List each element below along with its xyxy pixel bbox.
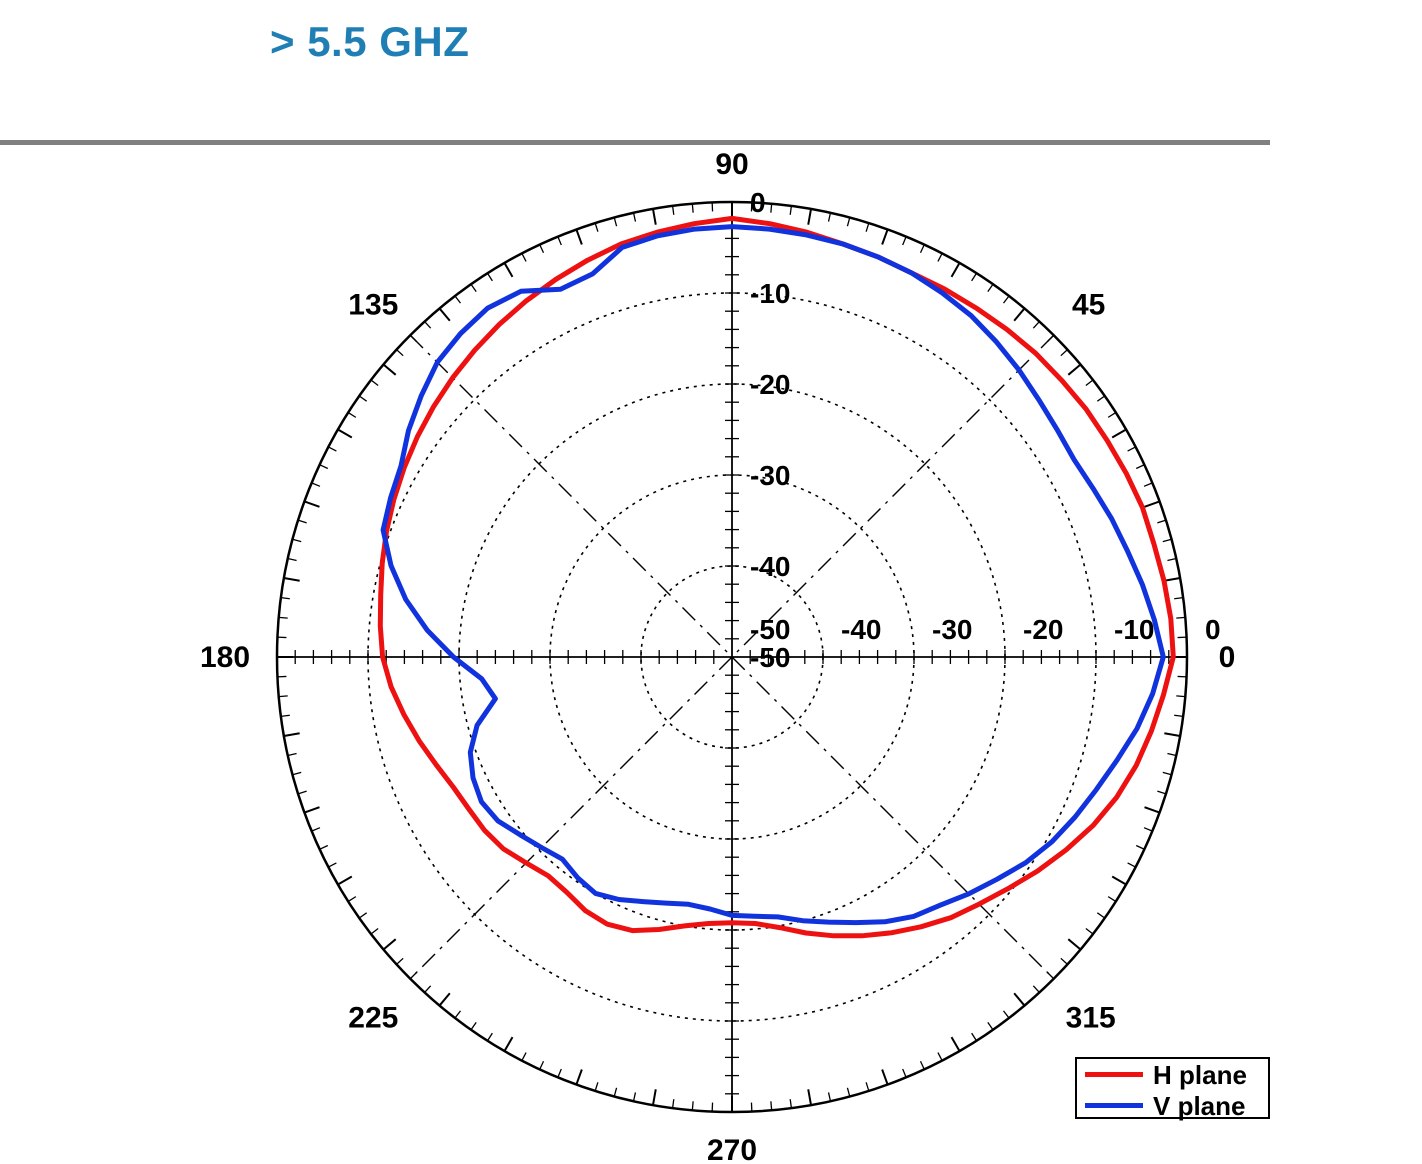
radial-label-h-10: -10	[1114, 614, 1155, 645]
legend-swatch-h-plane	[1085, 1072, 1143, 1077]
radial-label-h-0: 0	[1205, 614, 1221, 645]
radial-label-v-40: -40	[750, 551, 791, 582]
polar-chart-svg	[0, 150, 1422, 1164]
radial-label-h-30: -30	[932, 614, 973, 645]
polar-plot	[0, 150, 1422, 1164]
angle-label-270: 270	[706, 1134, 758, 1164]
header-divider	[0, 140, 1270, 145]
radial-label-v-10: -10	[750, 278, 791, 309]
angle-tick	[692, 204, 693, 213]
angle-label-135: 135	[348, 288, 399, 322]
angle-tick	[771, 1101, 772, 1110]
angle-label-180: 180	[199, 641, 251, 674]
angle-label-90: 90	[715, 150, 749, 181]
angle-label-0: 0	[1218, 641, 1236, 674]
angle-tick	[1176, 696, 1185, 697]
angle-tick	[771, 204, 772, 213]
angle-label-45: 45	[1072, 288, 1106, 322]
legend-label-h-plane: H plane	[1153, 1059, 1247, 1090]
radial-label-h-50: -50	[750, 614, 791, 645]
angle-tick	[692, 1101, 693, 1110]
radial-label-h-20: -20	[1023, 614, 1064, 645]
radial-label-v-30: -30	[750, 460, 791, 491]
legend-label-v-plane: V plane	[1153, 1090, 1246, 1121]
legend-swatch-v-plane	[1085, 1103, 1143, 1108]
angle-label-225: 225	[348, 1001, 399, 1035]
angle-label-315: 315	[1065, 1001, 1116, 1035]
angle-tick	[279, 617, 288, 618]
legend-item-v-plane	[1077, 1090, 1268, 1121]
radial-label-h-40: -40	[841, 614, 882, 645]
page-title: > 5.5 GHZ	[270, 18, 470, 65]
radial-label-v-50: -50	[750, 642, 791, 673]
angle-tick	[279, 696, 288, 697]
radial-label-v-20: -20	[750, 369, 791, 400]
angle-tick	[1176, 617, 1185, 618]
legend-item-h-plane	[1077, 1059, 1268, 1090]
chart-legend	[1075, 1057, 1270, 1119]
radial-label-v-0: 0	[750, 187, 766, 218]
